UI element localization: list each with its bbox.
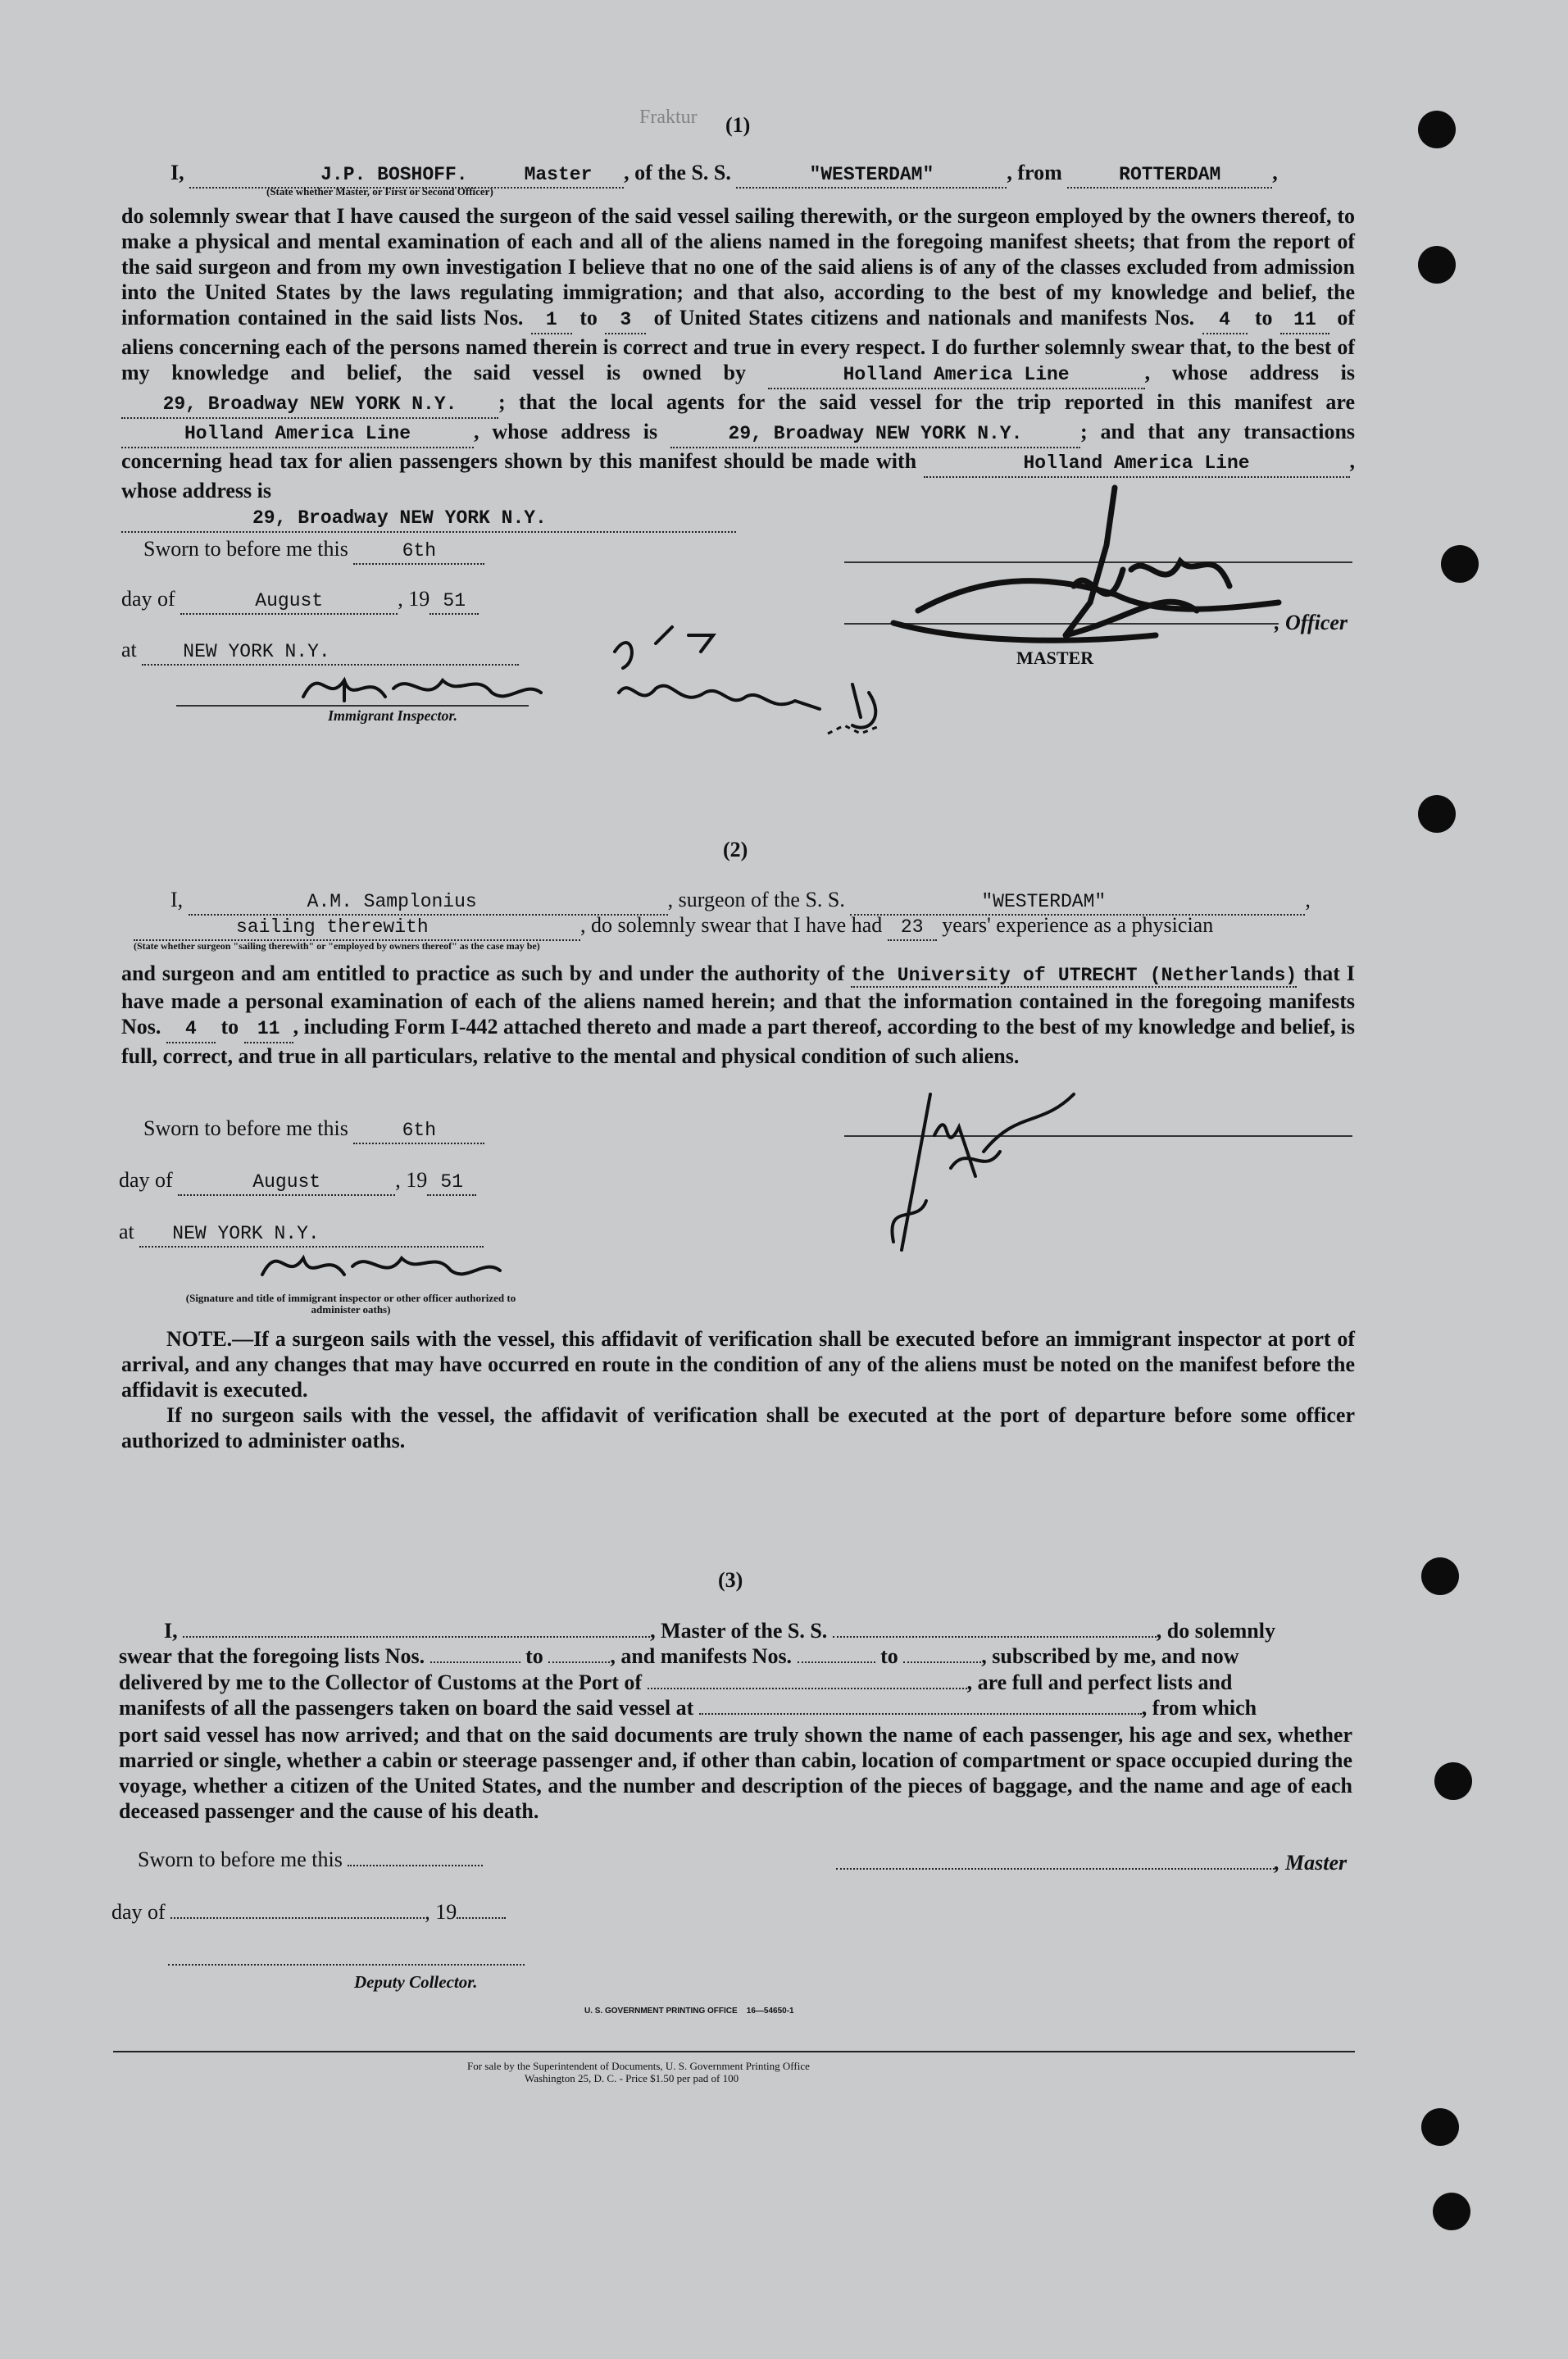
us-citizens-text: of United States citizens and nationals and manifests Nos.: [653, 306, 1195, 330]
s3-taken-at-field[interactable]: [699, 1713, 1142, 1715]
s3-lists-to-field[interactable]: [548, 1661, 610, 1663]
gpo-line: U. S. GOVERNMENT PRINTING OFFICE 16—54650-1: [584, 2007, 794, 2016]
year-prefix: , 19: [395, 1168, 428, 1192]
officer-label: , Officer: [1275, 611, 1348, 634]
at-label: at: [119, 1220, 134, 1243]
punch-hole: [1433, 2193, 1470, 2230]
sale-line-1: For sale by the Superintendent of Documents, U. S. Government Printing Office: [467, 2060, 810, 2072]
inspector-signature: [295, 656, 557, 713]
master-signature: [869, 480, 1328, 676]
s3-year-field[interactable]: [457, 1917, 506, 1919]
punch-hole: [1421, 1557, 1459, 1595]
sailing-line: [134, 913, 1213, 941]
day-of-label: day of: [119, 1168, 173, 1192]
surgeon-line: I, A.M. Samplonius , surgeon of the S. S. "WESTERDAM" ,: [170, 888, 1311, 916]
label-to: to: [220, 1015, 239, 1039]
foregoing-label: foregoing manifests Nos.: [121, 989, 1356, 1039]
authority-field[interactable]: the University of UTRECHT (Netherlands): [851, 965, 1298, 986]
handwritten-address: [607, 619, 902, 742]
year-prefix: , 19: [425, 1900, 457, 1924]
label-to: to: [525, 1644, 543, 1668]
date-line-2: [119, 1168, 476, 1196]
deputy-label: Deputy Collector.: [354, 1972, 478, 1992]
sworn-label: Sworn to before me this: [143, 537, 348, 561]
day-of-label: day of: [121, 587, 175, 611]
head-tax-party-field[interactable]: Holland America Line: [924, 451, 1350, 478]
head-tax-address-field[interactable]: 29, Broadway NEW YORK N.Y.: [121, 506, 736, 533]
owner-field[interactable]: Holland America Line: [768, 362, 1145, 389]
month-field[interactable]: August: [178, 1170, 395, 1196]
manifests-from-field[interactable]: 4: [1202, 307, 1248, 334]
stamp-text: Fraktur: [639, 107, 698, 128]
subscribed-text: , subscribed by me, and now: [981, 1644, 1239, 1668]
s3-manifests-from-field[interactable]: [798, 1661, 875, 1663]
s3-vessel-field[interactable]: [833, 1636, 1157, 1638]
master-line: [170, 161, 1278, 189]
s3-port-field[interactable]: [648, 1688, 967, 1689]
sig-note: [179, 1293, 523, 1316]
label-I: I,: [170, 161, 184, 184]
label-to: to: [880, 1644, 898, 1668]
passengers-label: passengers shown by this manifest should be made with: [399, 449, 917, 473]
footer-rule: [113, 2051, 1355, 2052]
oath-paragraph: do solemnly swear that I have caused the surgeon of the said vessel sailing therewith, or the surgeon employed by the owners thereof, to make a physical and mental examination of each and all of the aliens named in the foregoing manifest sheets; that from the report of the said surgeon and from my own investigation I believe that no one of the said aliens is of any of the classes excluded from admission into the United States by the laws regulating immigration; and that also, according to the best of my knowledge and belief, the information contained in the said lists Nos. 1 to 3 of United States citizens and nationals and manifests Nos. 4 to 11 of aliens concerning each of the persons named therein is correct and true in every respect. I do further solemnly swear that, to the best of my knowledge and belief, the said vessel is owned by Holland America Line , whose address is 29, Broadway NEW YORK N.Y. ; that the local agents for the said vessel for the trip reported in this manifest are Holland America Line , whose address is 29, Broadway NEW YORK N.Y. ; and that any transactions concerning head tax for alien passengers shown by this manifest should be made with Holland America Line , whose address is 29, Broadway NEW YORK N.Y.: [121, 203, 1355, 533]
correct-text: therein is correct and true in every respect. I do further solemnly swear that, to the best of my knowledge and belief,: [121, 335, 1355, 384]
sailing-field[interactable]: sailing therewith: [134, 915, 580, 941]
punch-hole: [1418, 111, 1456, 148]
punct: ,: [1272, 161, 1278, 184]
years-text: years' experience as a physician: [942, 913, 1214, 937]
s3-sworn-day-field[interactable]: [348, 1865, 483, 1866]
s3-master-signature-field[interactable]: [836, 1868, 1275, 1870]
note-paragraph: [121, 1326, 1355, 1402]
label-to: to: [1254, 306, 1273, 330]
vessel-field[interactable]: "WESTERDAM": [736, 162, 1007, 189]
at-label: at: [121, 638, 137, 661]
address-label: , whose address is: [121, 449, 1356, 502]
agents-label: that the local agents for the said vessel for the trip reported in this manifest are: [518, 390, 1356, 414]
sworn-label: Sworn to before me this: [138, 1848, 343, 1871]
section-number: (2): [723, 838, 748, 861]
lists-to-field[interactable]: 3: [605, 307, 646, 334]
s3-line-3: [119, 1670, 1232, 1695]
from-which-text: , from which: [1141, 1696, 1257, 1720]
punch-hole: [1434, 1762, 1472, 1800]
note-1: NOTE.—If a surgeon sails with the vessel, this affidavit of verification shall be executed before an immigrant inspector at port of arrival, and any changes that may have occurred en route in the condition of any of the aliens must be noted on the manifest before the affidavit is executed.: [121, 1327, 1355, 1402]
place-field[interactable]: NEW YORK N.Y.: [139, 1221, 484, 1248]
swear-text: , do solemnly swear that I have had: [580, 913, 883, 937]
year-field[interactable]: 51: [427, 1170, 476, 1196]
s3-body-text: port said vessel has now arrived; and that on the said documents are truly shown the name of each passenger, his age and sex, whether married or single, whether a cabin or steerage passenger and, if other than cabin, location of compartment or space occupied during the voyage, whether a citizen of the United States, and the number and description of the pieces of baggage, and the name and age of each deceased passenger and the cause of his death.: [119, 1723, 1352, 1823]
agents-address-field[interactable]: 29, Broadway NEW YORK N.Y.: [670, 421, 1080, 448]
sig-note-text: (Signature and title of immigrant inspector or other officer authorized to administer oaths): [185, 1292, 516, 1316]
section-number: (3): [718, 1568, 743, 1592]
s3-sworn-line: [138, 1848, 483, 1872]
s3-line-2: [119, 1644, 1238, 1669]
date-line-1: [121, 587, 479, 615]
years-field[interactable]: 23: [888, 915, 937, 941]
solemnly-text: , do solemnly: [1156, 1619, 1275, 1643]
year-field[interactable]: 51: [429, 589, 479, 615]
from-port-field[interactable]: ROTTERDAM: [1067, 162, 1272, 189]
label-I: I,: [170, 888, 184, 911]
head-tax-text: ; and that any transactions concerning head tax for alien: [121, 420, 1356, 473]
s3-line-4: [119, 1696, 1257, 1720]
place-field[interactable]: NEW YORK N.Y.: [142, 639, 519, 666]
master-stamp: MASTER: [1016, 648, 1094, 668]
month-field[interactable]: August: [180, 589, 398, 615]
inspector-signature: [254, 1238, 516, 1287]
form-text: , including Form I-442 attached thereto and made a part thereof, according to: [293, 1015, 1001, 1039]
role-note: (State whether Master, or First or Second Officer): [266, 185, 493, 198]
address-label: whose address is: [492, 420, 658, 443]
full-perfect-text: , are full and perfect lists and: [966, 1670, 1233, 1694]
s3-lists-from-field[interactable]: [430, 1661, 520, 1663]
sworn-day-field[interactable]: 6th: [353, 1118, 484, 1144]
owner-address-field[interactable]: 29, Broadway NEW YORK N.Y.: [121, 392, 498, 419]
taken-label: manifests of all the passengers taken on board the said vessel at: [119, 1696, 694, 1720]
master-role: Master: [524, 164, 593, 185]
lists-from-field[interactable]: 1: [531, 307, 572, 334]
sworn-line-1: [143, 537, 484, 565]
vessel-field[interactable]: "WESTERDAM": [850, 889, 1305, 916]
section-number: (1): [725, 113, 751, 137]
sworn-day-field[interactable]: 6th: [353, 539, 484, 565]
surgeon-of-label: , surgeon of the S. S.: [667, 888, 845, 911]
manifests-label: , and manifests Nos.: [610, 1644, 793, 1668]
s3-manifests-to-field[interactable]: [903, 1661, 981, 1663]
examined-text: that I have made a personal examination of each of the aliens named herein; and that the information contained in the: [121, 961, 1355, 1013]
agents-field[interactable]: Holland America Line: [121, 421, 474, 448]
punch-hole: [1418, 795, 1456, 833]
label-to: to: [579, 306, 598, 330]
s3-line-1: [164, 1619, 1275, 1643]
deputy-signature-line: [168, 1964, 525, 1966]
label-of-ss: , of the S. S.: [624, 161, 731, 184]
s3-master-sign: [836, 1851, 1347, 1875]
label-from: , from: [1007, 161, 1062, 184]
punch-hole: [1421, 2108, 1459, 2146]
owned-by-label: the said vessel is owned by: [423, 361, 746, 384]
authority-text: and surgeon and am entitled to practice as such by and under the authority of: [121, 961, 845, 985]
aliens-text: of aliens concerning each of the persons named: [121, 306, 1356, 359]
punch-hole: [1418, 246, 1456, 284]
day-of-label: day of: [111, 1900, 166, 1924]
sworn-line-2: [143, 1116, 484, 1144]
s3-master-field[interactable]: [183, 1636, 650, 1638]
port-label: delivered by me to the Collector of Customs at the Port of: [119, 1670, 643, 1694]
manifests-to-field[interactable]: 11: [244, 1016, 293, 1043]
sworn-label: Sworn to before me this: [143, 1116, 348, 1140]
sale-line-2: Washington 25, D. C. - Price $1.50 per pad of 100: [525, 2072, 739, 2084]
state-note: (State whether surgeon "sailing therewith" or "employed by owners thereof" as the case may be): [134, 940, 540, 952]
punct: ;: [498, 390, 506, 414]
surgeon-signature: [852, 1078, 1098, 1266]
s3-month-field[interactable]: [170, 1917, 425, 1919]
punch-hole: [1441, 545, 1479, 583]
belief-text: the best of my knowledge and belief, is full, correct, and true in all particulars, relative to the mental and physical condition of such aliens.: [121, 1015, 1356, 1068]
s3-date-line: [111, 1900, 506, 1925]
surgeon-paragraph: [121, 961, 1355, 1069]
manifests-to-field[interactable]: 11: [1280, 307, 1329, 334]
lists-label: swear that the foregoing lists Nos.: [119, 1644, 425, 1668]
master-label: , Master: [1275, 1851, 1348, 1875]
surgeon-name-field[interactable]: A.M. Samplonius: [189, 889, 668, 916]
s3-body: [119, 1722, 1352, 1824]
note-paragraph-2: [121, 1402, 1355, 1453]
oath-text: do solemnly swear that I have caused the surgeon of the said vessel sailing therewith, or the surgeon employed by the owners thereof, to make a physical and mental examination of each and all of the aliens named in the foregoing manifest sheets; that from the report of the said surgeon and from my own investigation I believe that no one of the said aliens is of any of the classes excluded from admission into the United States by the laws regulating immigration; and that also, according to the best of my knowledge and belief, the information contained in the said lists Nos.: [121, 204, 1355, 330]
master-of-label: , Master of the S. S.: [650, 1619, 828, 1643]
address-label: , whose address is: [1144, 361, 1356, 384]
note-2: If no surgeon sails with the vessel, the affidavit of verification shall be executed at the port of departure before some officer authorized to administer oaths.: [121, 1403, 1355, 1452]
inspector-label: Immigrant Inspector.: [328, 707, 458, 724]
master-name: J.P. BOSHOFF.: [320, 164, 468, 185]
year-prefix: , 19: [398, 587, 430, 611]
manifests-from-field[interactable]: 4: [166, 1016, 216, 1043]
label-I: I,: [164, 1619, 178, 1643]
